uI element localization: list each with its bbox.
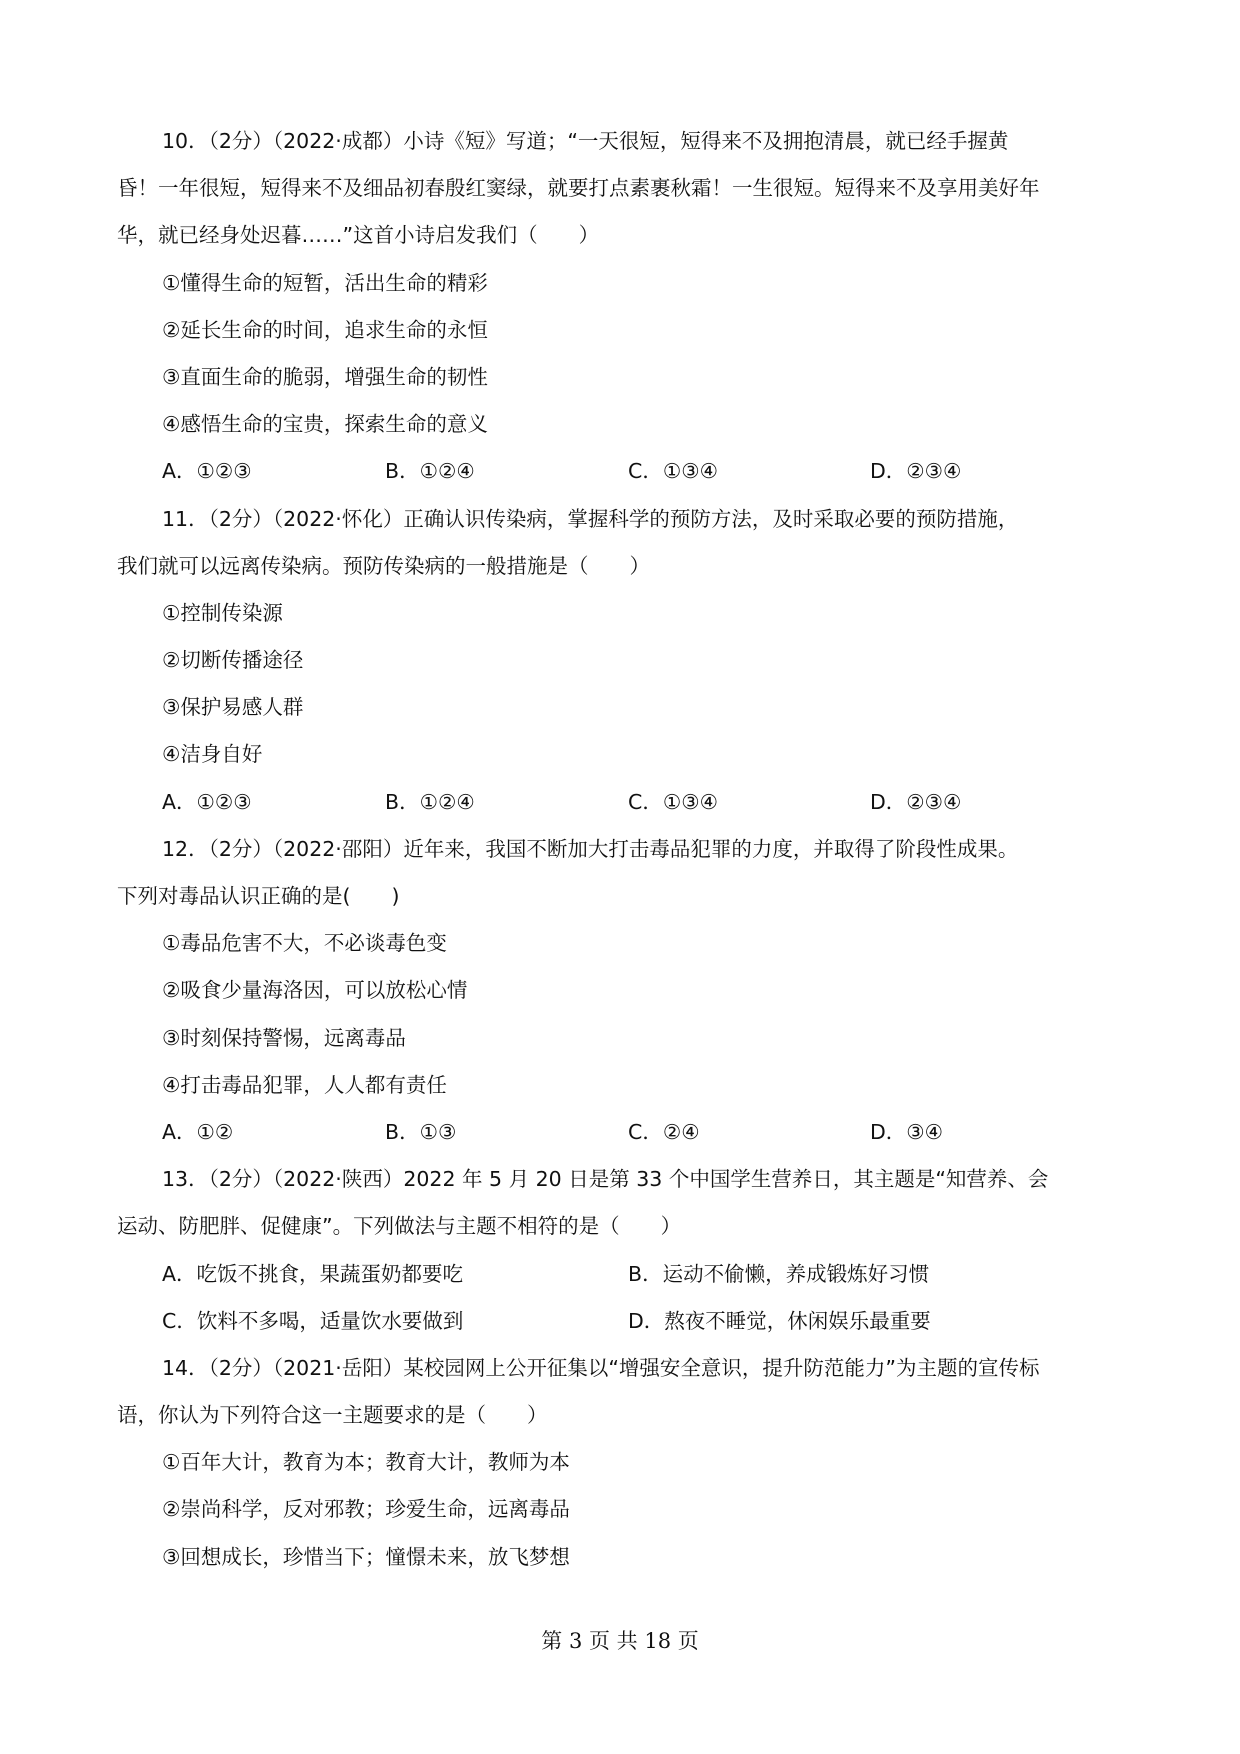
question-stem-line: 运动、防肥胖、促健康”。下列做法与主题不相符的是（ ）: [117, 1214, 682, 1239]
option-a: A．吃饭不挑食，果蔬蛋奶都要吃: [162, 1261, 464, 1286]
question-11: [117, 496, 1107, 826]
question-stem-line: 10．（2分）（2022·成都）小诗《短》写道；“一天很短，短得来不及拥抱清晨，就已经手握黄: [162, 129, 1009, 153]
option-a: A．①②: [162, 1119, 234, 1144]
option-d: D．②③④: [870, 789, 962, 814]
statement: ②延长生命的时间，追求生命的永恒: [162, 317, 488, 342]
statement: ③保护易感人群: [162, 695, 304, 720]
statement: ①百年大计，教育为本；教育大计，教师为本: [162, 1450, 570, 1475]
statement: ①懂得生命的短暂，活出生命的精彩: [162, 270, 488, 295]
question-stem-line: 华，就已经身处迟暮……”这首小诗启发我们（ ）: [117, 223, 600, 248]
statement: ①控制传染源: [162, 600, 283, 625]
option-a: A．①②③: [162, 789, 252, 814]
statement: ①毒品危害不大，不必谈毒色变: [162, 931, 447, 956]
answer-options: [117, 448, 1107, 495]
answer-options-row-2: [117, 1298, 1107, 1345]
statement: ③直面生命的脆弱，增强生命的韧性: [162, 364, 488, 389]
option-d: D．③④: [870, 1119, 944, 1144]
option-c: C．①③④: [628, 789, 718, 814]
statement: ④打击毒品犯罪，人人都有责任: [162, 1072, 447, 1097]
question-stem-line: 昏！一年很短，短得来不及细品初春殷红窦绿，就要打点素裹秋霜！一生很短。短得来不及享用美好年: [117, 176, 1040, 201]
option-c: C．饮料不多喝，适量饮水要做到: [162, 1308, 464, 1333]
question-stem-line: 下列对毒品认识正确的是( ): [117, 884, 400, 908]
question-10: [117, 118, 1107, 496]
question-stem-line: 13．（2分）（2022·陕西）2022 年 5 月 20 日是第 33 个中国学生营养日，其主题是“知营养、会: [162, 1167, 1049, 1192]
option-d: D．②③④: [870, 459, 962, 484]
statement: ③回想成长，珍惜当下；憧憬未来，放飞梦想: [162, 1544, 570, 1569]
option-c: C．②④: [628, 1119, 700, 1144]
statement: ②吸食少量海洛因，可以放松心情: [162, 978, 468, 1003]
statement: ②切断传播途径: [162, 648, 304, 673]
question-stem-line: 11．（2分）（2022·怀化）正确认识传染病，掌握科学的预防方法，及时采取必要的预防措施，: [162, 506, 1019, 531]
option-b: B．运动不偷懒，养成锻炼好习惯: [628, 1261, 930, 1286]
option-c: C．①③④: [628, 459, 718, 484]
answer-options-row-1: [117, 1251, 1107, 1298]
question-stem-line: 14．（2分）（2021·岳阳）某校园网上公开征集以“增强安全意识，提升防范能力”为主题的宣传标: [162, 1355, 1040, 1380]
question-12: [117, 826, 1107, 1156]
question-stem-line: 语，你认为下列符合这一主题要求的是（ ）: [117, 1403, 548, 1428]
option-b: B．①②④: [385, 789, 475, 814]
question-14: [117, 1345, 1107, 1581]
page-content: [117, 118, 1107, 1581]
option-a: A．①②③: [162, 459, 252, 484]
option-b: B．①②④: [385, 459, 475, 484]
statement: ②崇尚科学，反对邪教；珍爱生命，远离毒品: [162, 1497, 570, 1522]
question-13: [117, 1156, 1107, 1345]
question-stem-line: 12．（2分）（2022·邵阳）近年来，我国不断加大打击毒品犯罪的力度，并取得了阶段性成果。: [162, 836, 1019, 861]
question-stem-line: 我们就可以远离传染病。预防传染病的一般措施是（ ）: [117, 553, 650, 578]
answer-options: [117, 1109, 1107, 1156]
statement: ③时刻保持警惕，远离毒品: [162, 1025, 406, 1050]
answer-options: [117, 779, 1107, 826]
option-b: B．①③: [385, 1119, 457, 1144]
page-number-footer: 第 3 页 共 18 页: [541, 1629, 699, 1653]
statement: ④洁身自好: [162, 742, 263, 767]
option-d: D．熬夜不睡觉，休闲娱乐最重要: [628, 1308, 931, 1333]
statement: ④感悟生命的宝贵，探索生命的意义: [162, 412, 488, 437]
